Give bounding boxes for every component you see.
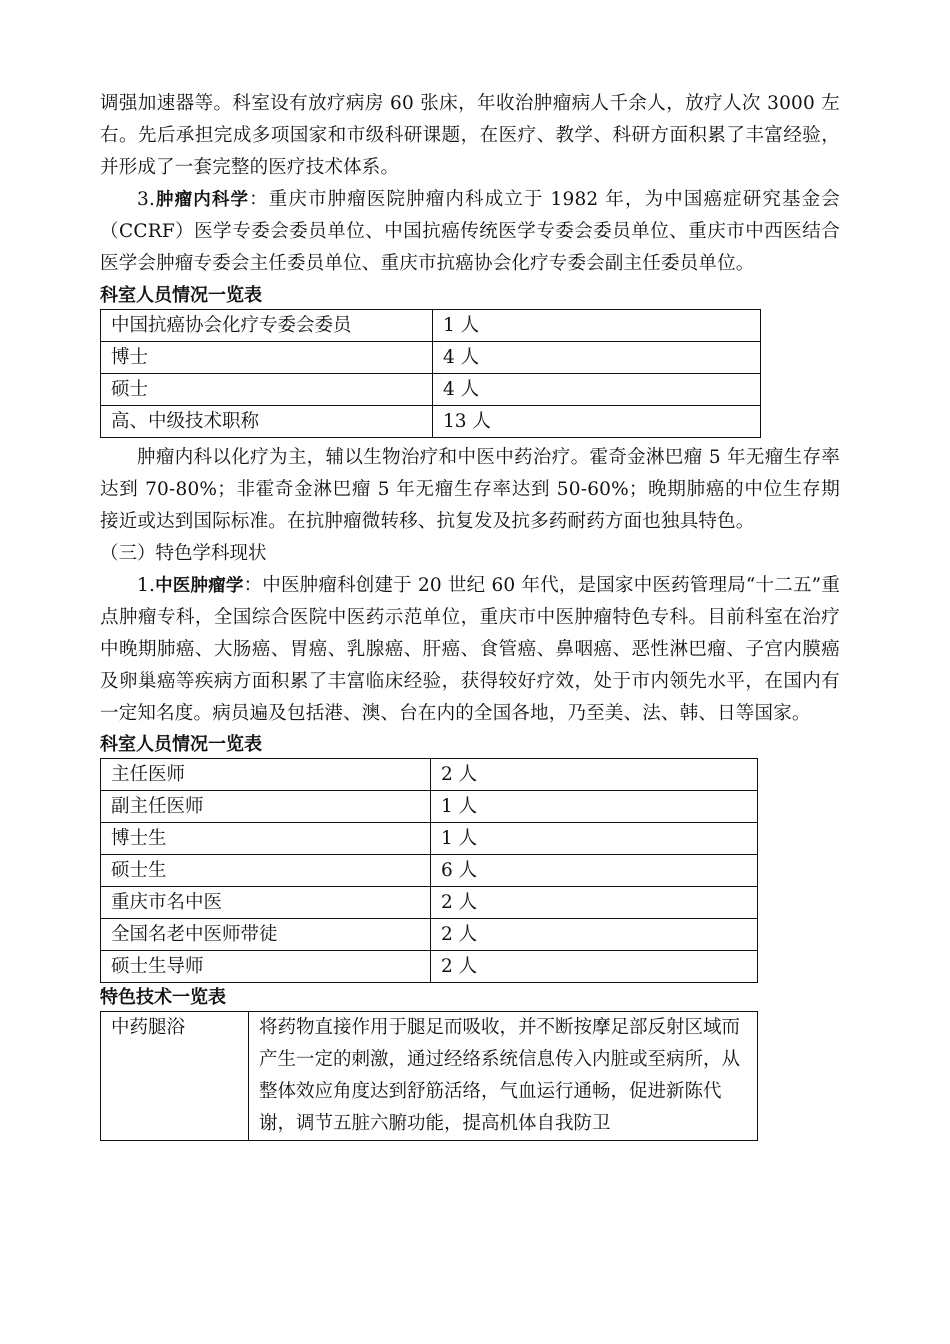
document-page — [100, 84, 840, 1141]
paragraph-text: ：重庆市肿瘤医院肿瘤内科成立于 1982 年，为中国癌症研究基金会（CCRF）医学专委会委员单位、中国抗癌传统医学专委会委员单位、重庆市中西医结合医学会肿瘤专委会主任委员单位、重庆市抗癌协会化疗专委会副主任委员单位。 — [100, 189, 840, 274]
table-cell-label: 硕士生导师 — [101, 951, 431, 983]
item-number: 1. — [137, 575, 156, 596]
table-cell-value: 2 人 — [431, 951, 758, 983]
table-cell-value: 6 人 — [431, 855, 758, 887]
table-row — [101, 919, 758, 951]
bold-term-tcm-oncology: 中医肿瘤学 — [155, 576, 244, 596]
table-row — [101, 855, 758, 887]
technique-table — [100, 1011, 758, 1141]
table-cell-value: 1 人 — [431, 823, 758, 855]
table-cell-value: 2 人 — [431, 919, 758, 951]
table-row — [101, 887, 758, 919]
table-cell-value: 4 人 — [433, 342, 761, 374]
paragraph-tcm-oncology — [100, 570, 840, 730]
table-cell-label: 高、中级技术职称 — [101, 406, 433, 438]
table-cell-label: 博士 — [101, 342, 433, 374]
subsection-heading: （三）特色学科现状 — [100, 543, 267, 564]
table-row — [101, 374, 761, 406]
table-cell-value: 1 人 — [431, 791, 758, 823]
table-cell-label: 副主任医师 — [101, 791, 431, 823]
table-cell-value: 2 人 — [431, 887, 758, 919]
table-cell-value: 2 人 — [431, 759, 758, 791]
table-cell-label: 重庆市名中医 — [101, 887, 431, 919]
staff-table-2 — [100, 758, 758, 983]
bold-term-medical-oncology: 肿瘤内科学 — [155, 190, 250, 210]
table-row — [101, 791, 758, 823]
table-cell-label: 硕士生 — [101, 855, 431, 887]
table-row — [101, 310, 761, 342]
table-cell-label: 博士生 — [101, 823, 431, 855]
staff-table-1 — [100, 309, 761, 438]
table-title-techniques: 特色技术一览表 — [100, 987, 226, 1008]
paragraph-chemotherapy: 肿瘤内科以化疗为主，辅以生物治疗和中医中药治疗。霍奇金淋巴瘤 5 年无瘤生存率达到 70-80%；非霍奇金淋巴瘤 5 年无瘤生存率达到 50-60%；晚期肺癌的中位生存期接近或达到国际标准。在抗肿瘤微转移、抗复发及抗多药耐药方面也独具特色。 — [100, 447, 840, 532]
table-cell-value: 13 人 — [433, 406, 761, 438]
table-row — [101, 759, 758, 791]
paragraph-medical-oncology — [100, 184, 840, 280]
paragraph-text: ：中医肿瘤科创建于 20 世纪 60 年代，是国家中医药管理局“十二五”重点肿瘤专科，全国综合医院中医药示范单位，重庆市中医肿瘤特色专科。目前科室在治疗中晚期肺癌、大肠癌、胃癌、乳腺癌、肝癌、食管癌、鼻咽癌、恶性淋巴瘤、子宫内膜癌及卵巢癌等疾病方面积累了丰富临床经验，获得较好疗效，处于市内领先水平，在国内有一定知名度。病员遍及包括港、澳、台在内的全国各地，乃至美、法、韩、日等国家。 — [100, 575, 841, 724]
table-cell-value: 1 人 — [433, 310, 761, 342]
table-title-staff-1: 科室人员情况一览表 — [100, 285, 262, 306]
table-cell-value: 4 人 — [433, 374, 761, 406]
table-row — [101, 823, 758, 855]
table-title-staff-2: 科室人员情况一览表 — [100, 734, 262, 755]
table-cell-label: 中国抗癌协会化疗专委会委员 — [101, 310, 433, 342]
table-row — [101, 406, 761, 438]
table-row — [101, 342, 761, 374]
paragraph-radiotherapy: 调强加速器等。科室设有放疗病房 60 张床，年收治肿瘤病人千余人，放疗人次 3000 左右。先后承担完成多项国家和市级科研课题，在医疗、教学、科研方面积累了丰富经验，并形成了一套完整的医疗技术体系。 — [100, 93, 840, 178]
table-cell-label: 硕士 — [101, 374, 433, 406]
table-row — [101, 1012, 758, 1141]
item-number: 3. — [137, 189, 156, 210]
table-cell-label: 全国名老中医师带徒 — [101, 919, 431, 951]
table-cell-description: 将药物直接作用于腿足而吸收，并不断按摩足部反射区域而产生一定的刺激，通过经络系统信息传入内脏或至病所，从整体效应角度达到舒筋活络，气血运行通畅，促进新陈代谢，调节五脏六腑功能，提高机体自我防卫 — [249, 1012, 758, 1141]
table-cell-name: 中药腿浴 — [101, 1012, 249, 1141]
table-cell-label: 主任医师 — [101, 759, 431, 791]
table-row — [101, 951, 758, 983]
